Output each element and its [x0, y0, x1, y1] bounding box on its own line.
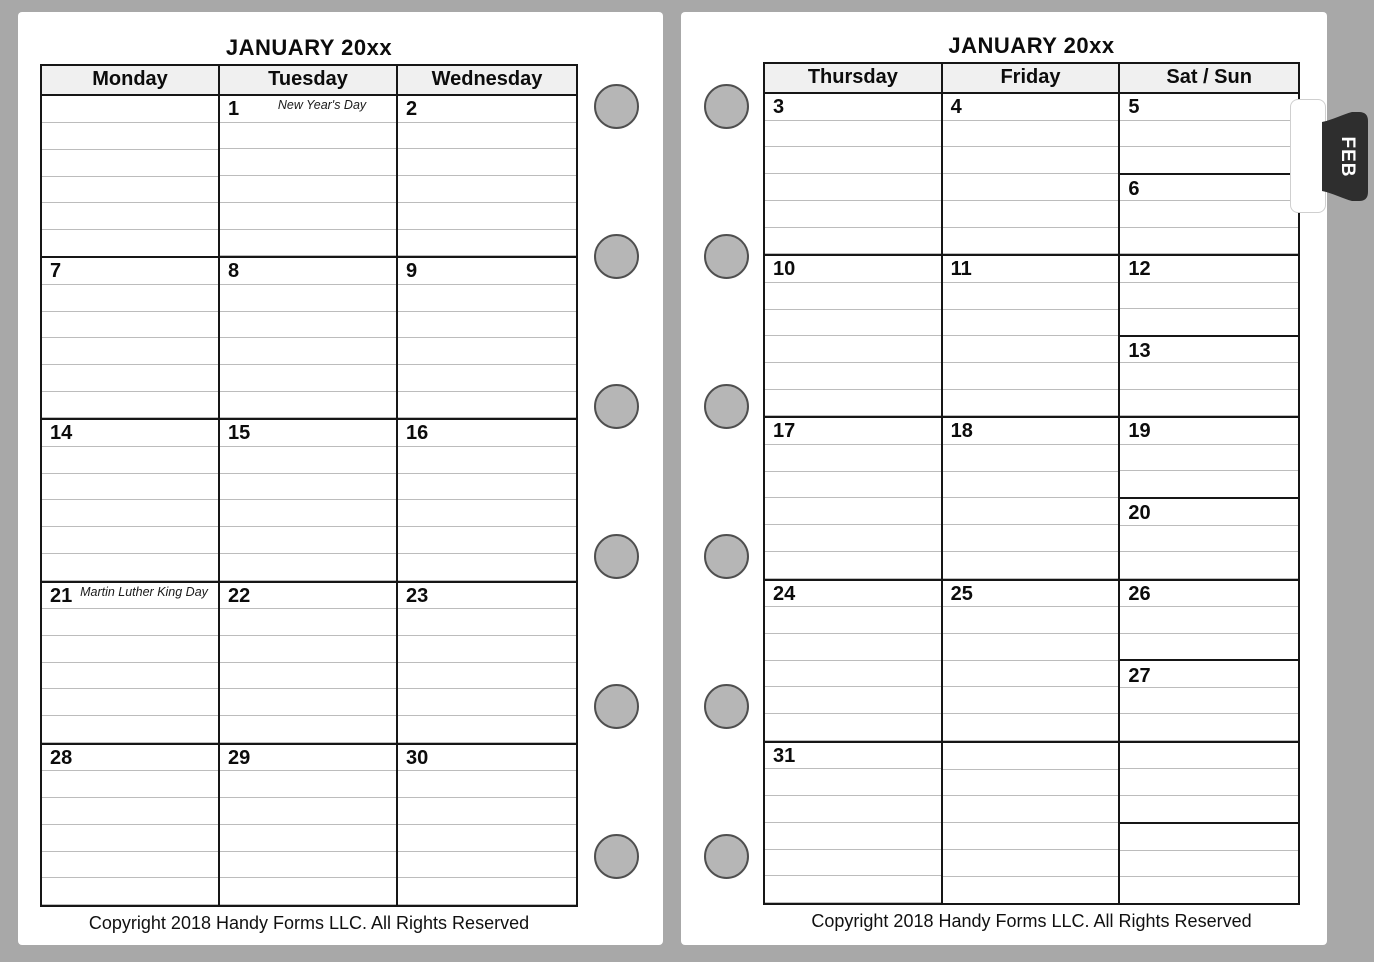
day-number: 22	[228, 584, 251, 607]
day-number: 8	[228, 260, 240, 283]
rule-line	[220, 554, 396, 581]
month-title-left: JANUARY 20xx	[225, 35, 393, 60]
day-number: 19	[1128, 420, 1151, 443]
week-row	[765, 741, 1298, 903]
binder-hole-icon	[704, 234, 749, 279]
rule-line	[765, 121, 941, 148]
rule-line	[398, 852, 576, 879]
rule-line	[1120, 552, 1298, 579]
rule-line	[765, 201, 941, 228]
day-cell	[1120, 256, 1298, 416]
week-row	[42, 581, 576, 743]
rule-line	[765, 363, 941, 390]
binder-hole-icon	[704, 684, 749, 729]
rule-line	[1120, 283, 1298, 310]
rule-line	[765, 336, 941, 363]
rule-line	[943, 121, 1119, 148]
rule-line	[943, 147, 1119, 174]
rule-line	[42, 96, 218, 123]
rule-line	[220, 474, 396, 501]
rule-line	[765, 445, 941, 472]
rule-line	[42, 150, 218, 177]
day-number: 15	[228, 422, 251, 445]
rule-line	[1120, 390, 1298, 417]
rule-line	[398, 312, 576, 339]
day-header-thursday: Thursday	[765, 64, 943, 92]
rule-line	[765, 472, 941, 499]
rule-line	[398, 338, 576, 365]
rule-line	[1120, 714, 1298, 741]
day-number: 14	[50, 422, 73, 445]
rule-line	[1120, 94, 1298, 121]
rule-line	[765, 634, 941, 661]
rule-line	[398, 554, 576, 581]
rule-line	[220, 203, 396, 230]
week-row	[765, 254, 1298, 416]
binder-hole-icon	[594, 234, 639, 279]
rule-line	[765, 661, 941, 688]
rule-line	[1120, 877, 1298, 903]
rule-line	[1120, 688, 1298, 715]
binder-hole-icon	[704, 534, 749, 579]
rule-line	[943, 607, 1119, 634]
rule-line	[1120, 769, 1298, 796]
rule-line	[765, 498, 941, 525]
rule-line	[1120, 309, 1298, 337]
planner-page-left	[18, 12, 663, 945]
rule-line	[220, 663, 396, 690]
rule-line	[1120, 201, 1298, 228]
rule-line	[943, 770, 1119, 797]
rule-line	[42, 825, 218, 852]
binder-hole-icon	[704, 384, 749, 429]
day-header-tuesday: Tuesday	[220, 66, 398, 94]
week-row	[765, 579, 1298, 741]
day-number: 5	[1128, 96, 1140, 118]
rule-line	[943, 498, 1119, 525]
rule-line	[398, 663, 576, 690]
rule-line	[943, 552, 1119, 579]
rule-line	[943, 94, 1119, 121]
rule-line	[943, 687, 1119, 714]
day-cell	[398, 583, 576, 743]
rule-line	[398, 878, 576, 905]
day-number: 10	[773, 258, 796, 281]
rule-line	[398, 123, 576, 150]
day-number: 17	[773, 420, 796, 443]
rule-line	[220, 149, 396, 176]
week-row	[42, 256, 576, 418]
day-number: 30	[406, 746, 429, 769]
day-number: 1	[228, 98, 240, 120]
rule-line	[42, 285, 218, 312]
day-cell	[42, 745, 220, 905]
day-header-monday: Monday	[42, 66, 220, 94]
day-cell	[765, 743, 943, 903]
day-header-wednesday: Wednesday	[431, 68, 543, 90]
rule-line	[220, 312, 396, 339]
rule-line	[943, 661, 1119, 688]
day-cell	[943, 94, 1121, 254]
rule-line	[398, 609, 576, 636]
day-cell	[398, 96, 576, 256]
day-cell	[220, 745, 398, 905]
rule-line	[943, 363, 1119, 390]
rule-line	[1120, 228, 1298, 255]
day-header-satsun: Sat / Sun	[1166, 66, 1252, 88]
calendar-table-left	[40, 64, 578, 907]
day-cell	[765, 581, 943, 741]
rule-line	[943, 796, 1119, 823]
rule-line	[1120, 824, 1298, 851]
rule-line	[42, 663, 218, 690]
day-number: 3	[773, 96, 785, 118]
rule-line	[943, 877, 1119, 903]
rule-line	[398, 365, 576, 392]
rule-line	[1120, 607, 1298, 634]
rule-line	[42, 609, 218, 636]
rule-line	[765, 796, 941, 823]
day-cell	[765, 256, 943, 416]
rule-line	[398, 500, 576, 527]
rule-line	[398, 203, 576, 230]
rule-line	[765, 147, 941, 174]
rule-line	[398, 771, 576, 798]
day-cell	[1120, 94, 1298, 254]
day-number: 9	[406, 260, 418, 283]
rule-line	[42, 527, 218, 554]
rule-line	[42, 203, 218, 230]
week-grid-left	[42, 94, 576, 905]
day-number: 12	[1128, 258, 1151, 281]
rule-line	[42, 258, 218, 285]
week-row	[42, 94, 576, 256]
rule-line	[42, 852, 218, 879]
rule-line	[1120, 851, 1298, 878]
rule-line	[220, 798, 396, 825]
copyright-text-left: Copyright 2018 Handy Forms LLC. All Rights Reserved	[88, 913, 530, 933]
binder-hole-icon	[594, 84, 639, 129]
day-cell	[765, 418, 943, 578]
holiday-note: Martin Luther King Day	[80, 584, 208, 599]
rule-line	[1120, 445, 1298, 472]
rule-line	[943, 336, 1119, 363]
rule-line	[765, 390, 941, 417]
rule-line	[943, 823, 1119, 850]
copyright-text-right: Copyright 2018 Handy Forms LLC. All Rights Reserved	[811, 911, 1252, 931]
day-number: 4	[950, 96, 962, 118]
rule-line	[42, 447, 218, 474]
rule-line	[398, 527, 576, 554]
day-number: 11	[950, 258, 972, 281]
rule-line	[220, 176, 396, 203]
rule-line	[398, 96, 576, 123]
rule-line	[398, 285, 576, 312]
day-cell	[220, 96, 398, 256]
rule-line	[765, 174, 941, 201]
tab-label: FEB	[1337, 136, 1358, 177]
rule-line	[398, 474, 576, 501]
rule-line	[1120, 796, 1298, 824]
rule-line	[42, 500, 218, 527]
day-cell	[220, 420, 398, 580]
rule-line	[220, 636, 396, 663]
rule-line	[42, 716, 218, 743]
rule-line	[220, 123, 396, 150]
rule-line	[1120, 147, 1298, 175]
holiday-note: New Year's Day	[277, 98, 367, 112]
rule-line	[42, 636, 218, 663]
rule-line	[943, 743, 1119, 770]
rule-line	[943, 228, 1119, 255]
weekday-header-row-right	[765, 64, 1298, 92]
rule-line	[765, 94, 941, 121]
day-cell	[220, 258, 398, 418]
day-number: 18	[950, 420, 973, 443]
day-cell	[765, 94, 943, 254]
rule-line	[220, 527, 396, 554]
rule-line	[1120, 743, 1298, 770]
rule-line	[398, 258, 576, 285]
rule-line	[765, 607, 941, 634]
day-cell	[1120, 743, 1298, 903]
rule-line	[398, 636, 576, 663]
week-row	[765, 92, 1298, 254]
week-grid-right	[765, 92, 1298, 903]
rule-line	[943, 472, 1119, 499]
day-number-sunday: 27	[1128, 664, 1151, 687]
rule-line	[765, 876, 941, 903]
rule-line	[1120, 471, 1298, 499]
rule-line	[943, 201, 1119, 228]
rule-line	[943, 850, 1119, 877]
day-cell	[398, 420, 576, 580]
planner-page-right	[681, 12, 1327, 945]
day-cell	[943, 418, 1121, 578]
rule-line	[42, 554, 218, 581]
rule-line	[42, 771, 218, 798]
binder-hole-icon	[594, 834, 639, 879]
rule-line	[765, 525, 941, 552]
rule-line	[943, 525, 1119, 552]
binder-hole-icon	[594, 534, 639, 579]
rule-line	[765, 769, 941, 796]
calendar-table-right	[763, 62, 1300, 905]
day-number: 31	[773, 744, 796, 767]
weekday-header-row-left	[42, 66, 576, 94]
rule-line	[220, 771, 396, 798]
rule-line	[943, 634, 1119, 661]
day-number: 23	[406, 584, 429, 607]
rule-line	[765, 687, 941, 714]
day-cell	[42, 258, 220, 418]
day-cell	[943, 743, 1121, 903]
rule-line	[943, 390, 1119, 417]
feb-month-tab[interactable]	[1322, 108, 1372, 205]
week-row	[765, 416, 1298, 578]
rule-line	[765, 552, 941, 579]
day-cell	[1120, 581, 1298, 741]
rule-line	[398, 447, 576, 474]
rule-line	[943, 283, 1119, 310]
day-cell	[220, 583, 398, 743]
rule-line	[42, 474, 218, 501]
day-number: 28	[50, 746, 73, 769]
day-cell	[398, 258, 576, 418]
day-number: 26	[1128, 582, 1151, 605]
rule-line	[398, 689, 576, 716]
rule-line	[42, 230, 218, 256]
day-cell	[42, 420, 220, 580]
binder-hole-icon	[594, 384, 639, 429]
rule-line	[398, 798, 576, 825]
day-cell	[943, 581, 1121, 741]
rule-line	[1120, 634, 1298, 662]
day-cell	[398, 745, 576, 905]
day-number: 24	[773, 582, 796, 605]
rule-line	[220, 825, 396, 852]
rule-line	[943, 714, 1119, 741]
rule-line	[1120, 175, 1298, 202]
rule-line	[42, 312, 218, 339]
rule-line	[42, 689, 218, 716]
rule-line	[220, 500, 396, 527]
rule-line	[765, 850, 941, 877]
day-number: 7	[50, 260, 62, 283]
day-cell	[1120, 418, 1298, 578]
rule-line	[42, 365, 218, 392]
rule-line	[220, 716, 396, 743]
rule-line	[1120, 526, 1298, 553]
rule-line	[220, 285, 396, 312]
binder-hole-icon	[704, 84, 749, 129]
day-number-sunday: 20	[1128, 502, 1151, 525]
rule-line	[943, 445, 1119, 472]
day-cell	[42, 96, 220, 256]
page-tab-slot	[1290, 99, 1326, 213]
rule-line	[42, 338, 218, 365]
rule-line	[220, 852, 396, 879]
week-row	[42, 743, 576, 905]
day-number-sunday: 6	[1128, 178, 1140, 200]
day-number: 16	[406, 422, 429, 445]
day-number: 29	[228, 746, 251, 769]
rule-line	[1120, 121, 1298, 148]
rule-line	[220, 447, 396, 474]
rule-line	[398, 230, 576, 257]
day-number-sunday: 13	[1128, 340, 1151, 363]
binder-hole-icon	[594, 684, 639, 729]
rule-line	[1120, 363, 1298, 390]
rule-line	[220, 609, 396, 636]
rule-line	[398, 392, 576, 419]
rule-line	[765, 823, 941, 850]
rule-line	[42, 392, 218, 419]
day-number: 21	[50, 584, 73, 607]
rule-line	[765, 310, 941, 337]
rule-line	[42, 123, 218, 150]
rule-line	[765, 228, 941, 255]
day-cell	[943, 256, 1121, 416]
rule-line	[220, 230, 396, 257]
rule-line	[220, 689, 396, 716]
rule-line	[220, 258, 396, 285]
rule-line	[42, 798, 218, 825]
day-number: 2	[406, 98, 418, 120]
week-row	[42, 418, 576, 580]
rule-line	[42, 177, 218, 204]
rule-line	[398, 149, 576, 176]
rule-line	[398, 176, 576, 203]
month-title-right: JANUARY 20xx	[948, 33, 1115, 58]
day-number: 25	[950, 582, 973, 605]
rule-line	[943, 174, 1119, 201]
rule-line	[220, 365, 396, 392]
rule-line	[42, 878, 218, 905]
rule-line	[220, 392, 396, 419]
rule-line	[220, 878, 396, 905]
rule-line	[398, 825, 576, 852]
binder-hole-icon	[704, 834, 749, 879]
rule-line	[943, 310, 1119, 337]
rule-line	[765, 714, 941, 741]
rule-line	[220, 338, 396, 365]
rule-line	[765, 283, 941, 310]
rule-line	[398, 716, 576, 743]
day-cell	[42, 583, 220, 743]
day-header-friday: Friday	[943, 64, 1121, 92]
